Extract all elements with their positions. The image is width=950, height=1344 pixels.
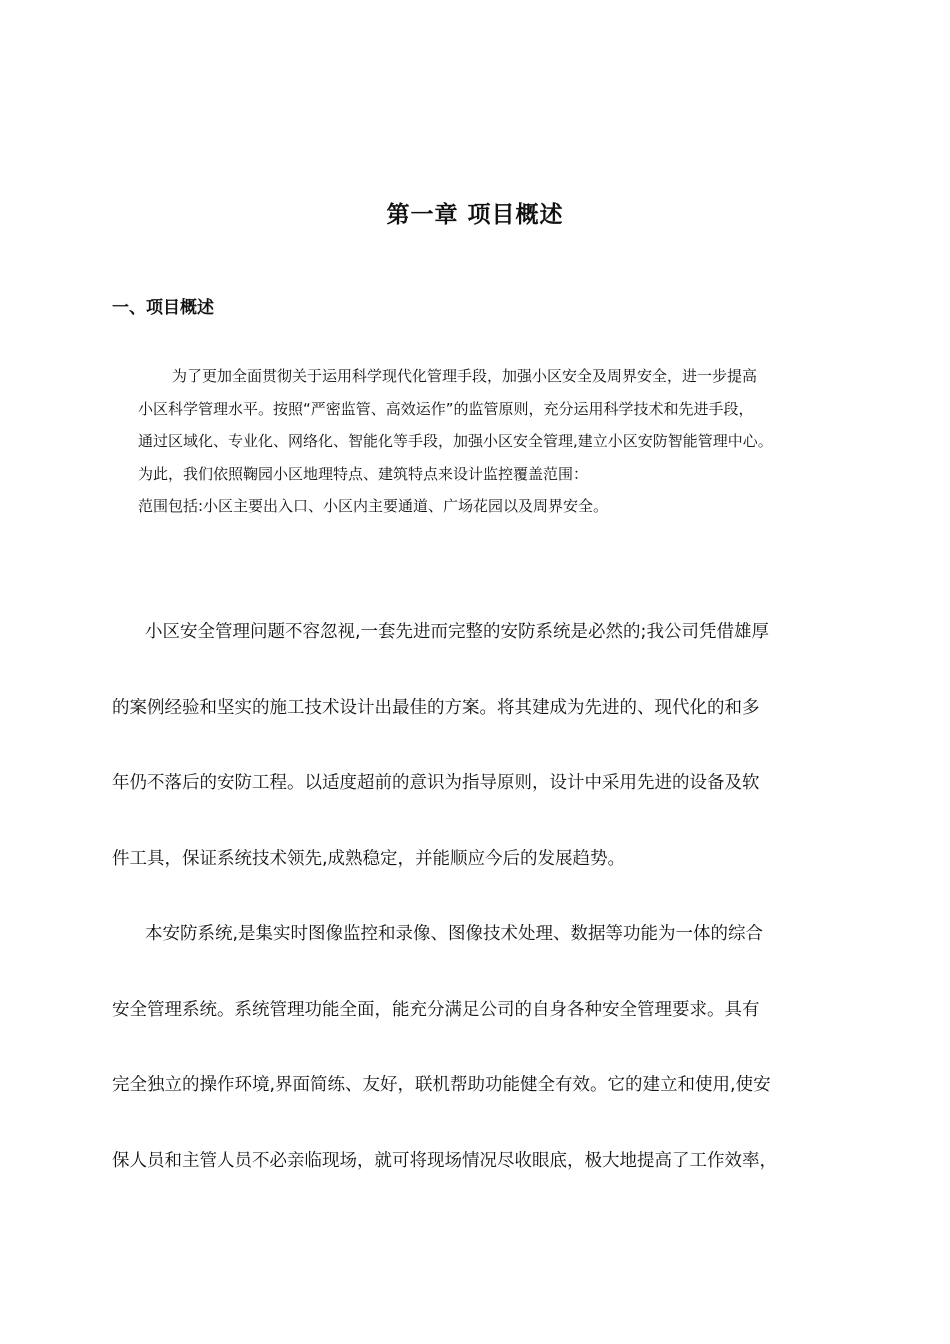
intro-line: 为此，我们依照鞠园小区地理特点、建筑特点来设计监控覆盖范围： — [138, 464, 589, 483]
section-heading: 一、项目概述 — [112, 298, 214, 318]
body-paragraph-2 — [112, 920, 852, 1222]
body-paragraph-1 — [112, 618, 852, 920]
intro-block — [138, 360, 858, 523]
paragraph-line: 小区安全管理问题不容忽视,一套先进而完整的安防系统是必然的;我公司凭借雄厚 — [145, 622, 769, 642]
intro-line: 为了更加全面贯彻关于运用科学现代化管理手段，加强小区安全及周界安全，进一步提高 — [172, 367, 758, 385]
intro-line: 小区科学管理水平。按照“严密监管、高效运作”的监管原则，充分运用科学技术和先进手段， — [138, 399, 754, 418]
paragraph-line: 的案例经验和坚实的施工技术设计出最佳的方案。将其建成为先进的、现代化的和多 — [112, 697, 760, 718]
paragraph-line: 本安防系统,是集实时图像监控和录像、图像技术处理、数据等功能为一体的综合 — [145, 924, 764, 944]
paragraph-line: 年仍不落后的安防工程。以适度超前的意识为指导原则，设计中采用先进的设备及软 — [112, 773, 760, 793]
paragraph-line: 完全独立的操作环境,界面简练、友好，联机帮助功能健全有效。它的建立和使用,使安 — [112, 1075, 771, 1095]
paragraph-line: 件工具，保证系统技术领先,成熟稳定，并能顺应今后的发展趋势。 — [112, 848, 626, 869]
intro-line: 通过区域化、专业化、网络化、智能化等手段，加强小区安全管理,建立小区安防智能管理中心。 — [138, 432, 773, 450]
intro-line: 范围包括:小区主要出入口、小区内主要通道、广场花园以及周界安全。 — [138, 497, 609, 515]
paragraph-line: 安全管理系统。系统管理功能全面，能充分满足公司的自身各种安全管理要求。具有 — [112, 999, 760, 1020]
paragraph-line: 保人员和主管人员不必亲临现场，就可将现场情况尽收眼底，极大地提高了工作效率， — [112, 1150, 777, 1171]
chapter-title: 第一章 项目概述 — [386, 202, 564, 228]
